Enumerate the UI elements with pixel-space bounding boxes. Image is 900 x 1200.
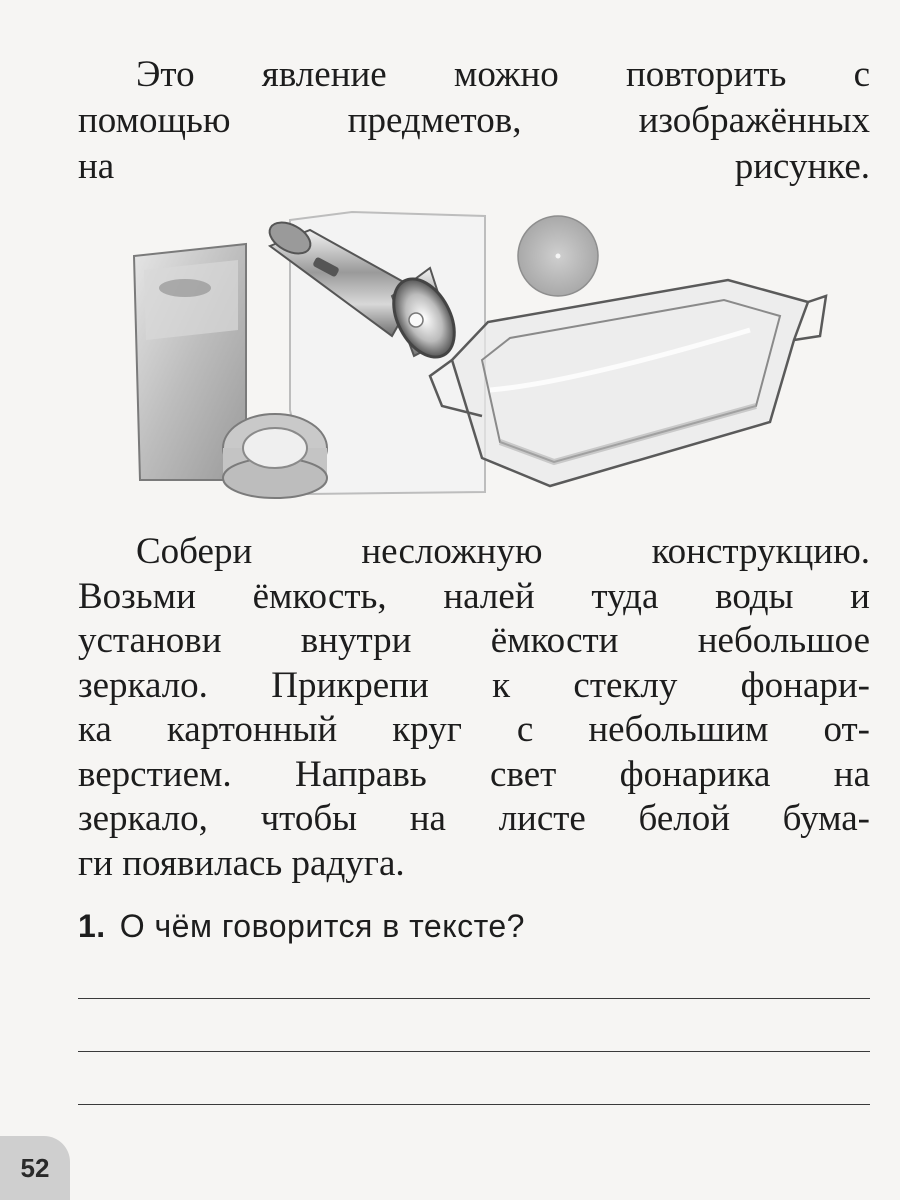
- cardboard-disc: [518, 216, 598, 296]
- instruction-paragraph: [78, 530, 870, 886]
- intro-paragraph: [78, 52, 870, 190]
- experiment-items-illustration: [130, 210, 830, 500]
- answer-line-3[interactable]: [78, 1104, 870, 1105]
- answer-line-1[interactable]: [78, 998, 870, 999]
- question-text: О чём говорится в тексте?: [119, 908, 525, 944]
- instruction-line: Возьми ёмкость, налей туда воды и: [78, 575, 870, 617]
- instruction-line: зеркало. Прикрепи к стеклу фонари-: [78, 664, 870, 706]
- answer-line-2[interactable]: [78, 1051, 870, 1052]
- instruction-line: ка картонный круг с небольшим от-: [78, 709, 870, 750]
- intro-line: Это явление можно повторить с: [136, 54, 870, 95]
- instruction-line: Собери несложную конструкцию.: [136, 531, 870, 572]
- page-number: 52: [0, 1136, 70, 1200]
- instruction-line: верстием. Направь свет фонарика на: [78, 753, 870, 795]
- instruction-line: зеркало, чтобы на листе белой бума-: [78, 798, 870, 839]
- question-1: [78, 908, 525, 945]
- tape-roll: [223, 414, 327, 498]
- intro-line: на рисунке.: [78, 146, 870, 187]
- intro-line: помощью предметов, изображённых: [78, 100, 870, 141]
- instruction-line: ги появилась радуга.: [78, 842, 405, 884]
- question-number: 1.: [78, 908, 106, 944]
- instruction-line: установи внутри ёмкости небольшое: [78, 620, 870, 661]
- glass-baking-dish: [430, 280, 826, 486]
